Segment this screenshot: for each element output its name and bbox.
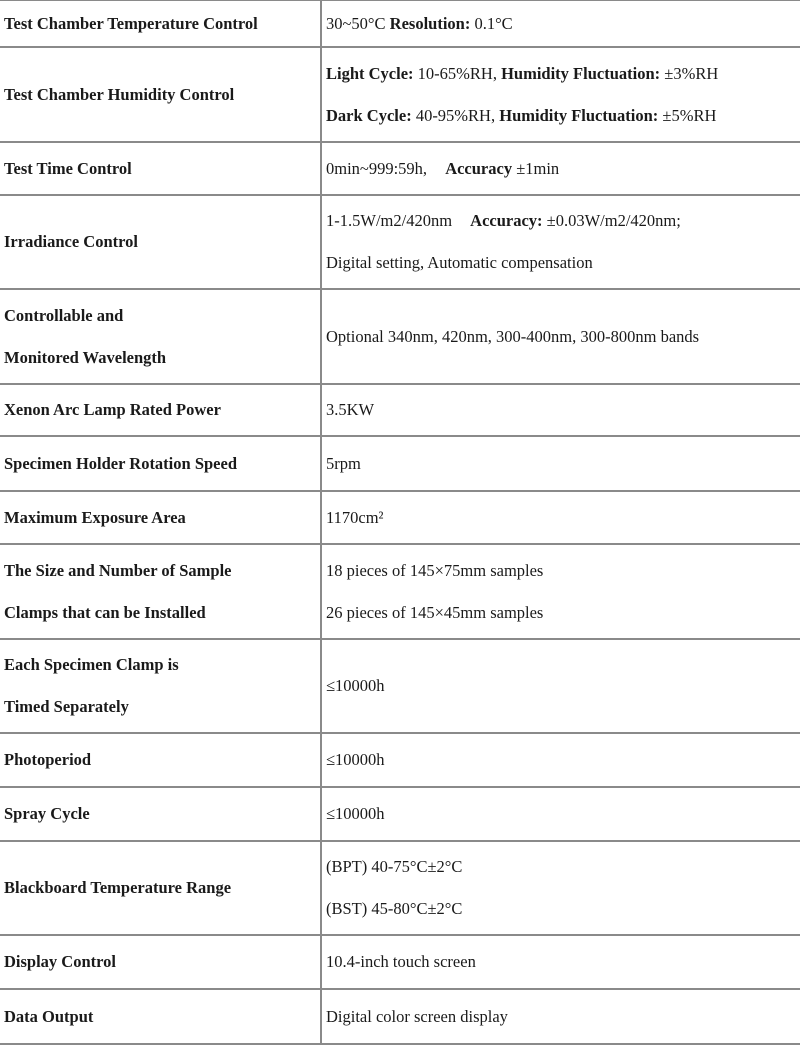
table-row — [0, 841, 800, 935]
spec-label: Xenon Arc Lamp Rated Power — [0, 384, 321, 436]
spec-label: Maximum Exposure Area — [0, 491, 321, 544]
irradiance-line — [326, 200, 796, 242]
spec-value-text: 30~50°C — [326, 13, 386, 33]
table-row — [0, 639, 800, 733]
spec-label-line: Clamps that can be Installed — [4, 602, 206, 622]
table-row — [0, 384, 800, 436]
spec-label: Specimen Holder Rotation Speed — [0, 436, 321, 491]
spec-label: Display Control — [0, 935, 321, 989]
spec-value-label: Resolution: — [389, 13, 471, 33]
table-row — [0, 47, 800, 142]
spec-label — [0, 544, 321, 639]
spec-value: 10.4-inch touch screen — [321, 935, 800, 989]
table-row — [0, 289, 800, 384]
spec-label-line: Controllable and — [4, 305, 124, 325]
spec-value-text: ±1min — [516, 158, 560, 178]
spec-value-text: 0min~999:59h, — [326, 158, 428, 178]
spec-value-label: Dark Cycle: — [326, 105, 412, 125]
spec-label — [0, 289, 321, 384]
spec-label-line: The Size and Number of Sample — [4, 560, 232, 580]
spec-label: Photoperiod — [0, 733, 321, 787]
spec-value-label: Humidity Fluctuation: — [499, 105, 659, 125]
table-row — [0, 0, 800, 47]
spec-label: Data Output — [0, 989, 321, 1044]
spec-value: 1170cm² — [321, 491, 800, 544]
spec-value — [321, 0, 800, 47]
spec-value-text: 1-1.5W/m2/420nm — [326, 211, 453, 230]
spec-value: 5rpm — [321, 436, 800, 491]
spec-label: Test Chamber Humidity Control — [0, 47, 321, 142]
spec-value: ≤10000h — [321, 639, 800, 733]
spec-value-text: ±5%RH — [662, 105, 717, 125]
spec-value — [321, 195, 800, 289]
table-row — [0, 142, 800, 195]
spec-value: ≤10000h — [321, 787, 800, 841]
dark-cycle-line — [326, 95, 796, 137]
spec-label: Test Chamber Temperature Control — [0, 0, 321, 47]
spec-value: 3.5KW — [321, 384, 800, 436]
table-row — [0, 989, 800, 1044]
spec-value-text: ±3%RH — [664, 63, 719, 83]
spec-value-line: (BPT) 40-75°C±2°C — [326, 857, 463, 876]
light-cycle-line — [326, 53, 796, 95]
spec-label: Spray Cycle — [0, 787, 321, 841]
table-row — [0, 436, 800, 491]
spec-value-text: ±0.03W/m2/420nm; — [546, 211, 681, 230]
spec-label: Test Time Control — [0, 142, 321, 195]
spec-value-label: Accuracy: — [470, 211, 543, 230]
table-row — [0, 544, 800, 639]
spec-value — [321, 841, 800, 935]
spec-label-line: Each Specimen Clamp is — [4, 655, 179, 674]
spec-value-text: Digital setting, Automatic compensation — [326, 253, 593, 272]
spec-value-label: Light Cycle: — [326, 63, 414, 83]
spec-value-label: Accuracy — [445, 158, 513, 178]
spec-value-line: 18 pieces of 145×75mm samples — [326, 560, 544, 580]
spec-value-text: 40-95%RH, — [415, 105, 496, 125]
spec-label-line: Monitored Wavelength — [4, 347, 167, 367]
spec-value — [321, 544, 800, 639]
spec-value — [321, 47, 800, 142]
spec-value-text: 10-65%RH, — [417, 63, 497, 83]
spec-value-text: 0.1°C — [474, 13, 513, 33]
spec-label-line: Timed Separately — [4, 697, 129, 716]
table-row — [0, 935, 800, 989]
spec-label — [0, 639, 321, 733]
spec-value-label: Humidity Fluctuation: — [501, 63, 661, 83]
table-row — [0, 491, 800, 544]
spec-value: Optional 340nm, 420nm, 300-400nm, 300-800nm bands — [321, 289, 800, 384]
spec-value: Digital color screen display — [321, 989, 800, 1044]
spec-label: Irradiance Control — [0, 195, 321, 289]
table-row — [0, 195, 800, 289]
spec-value-line: 26 pieces of 145×45mm samples — [326, 602, 544, 622]
spec-value: ≤10000h — [321, 733, 800, 787]
table-row — [0, 733, 800, 787]
spec-value-line: (BST) 45-80°C±2°C — [326, 899, 463, 918]
spec-label: Blackboard Temperature Range — [0, 841, 321, 935]
spec-value — [321, 142, 800, 195]
table-row — [0, 787, 800, 841]
